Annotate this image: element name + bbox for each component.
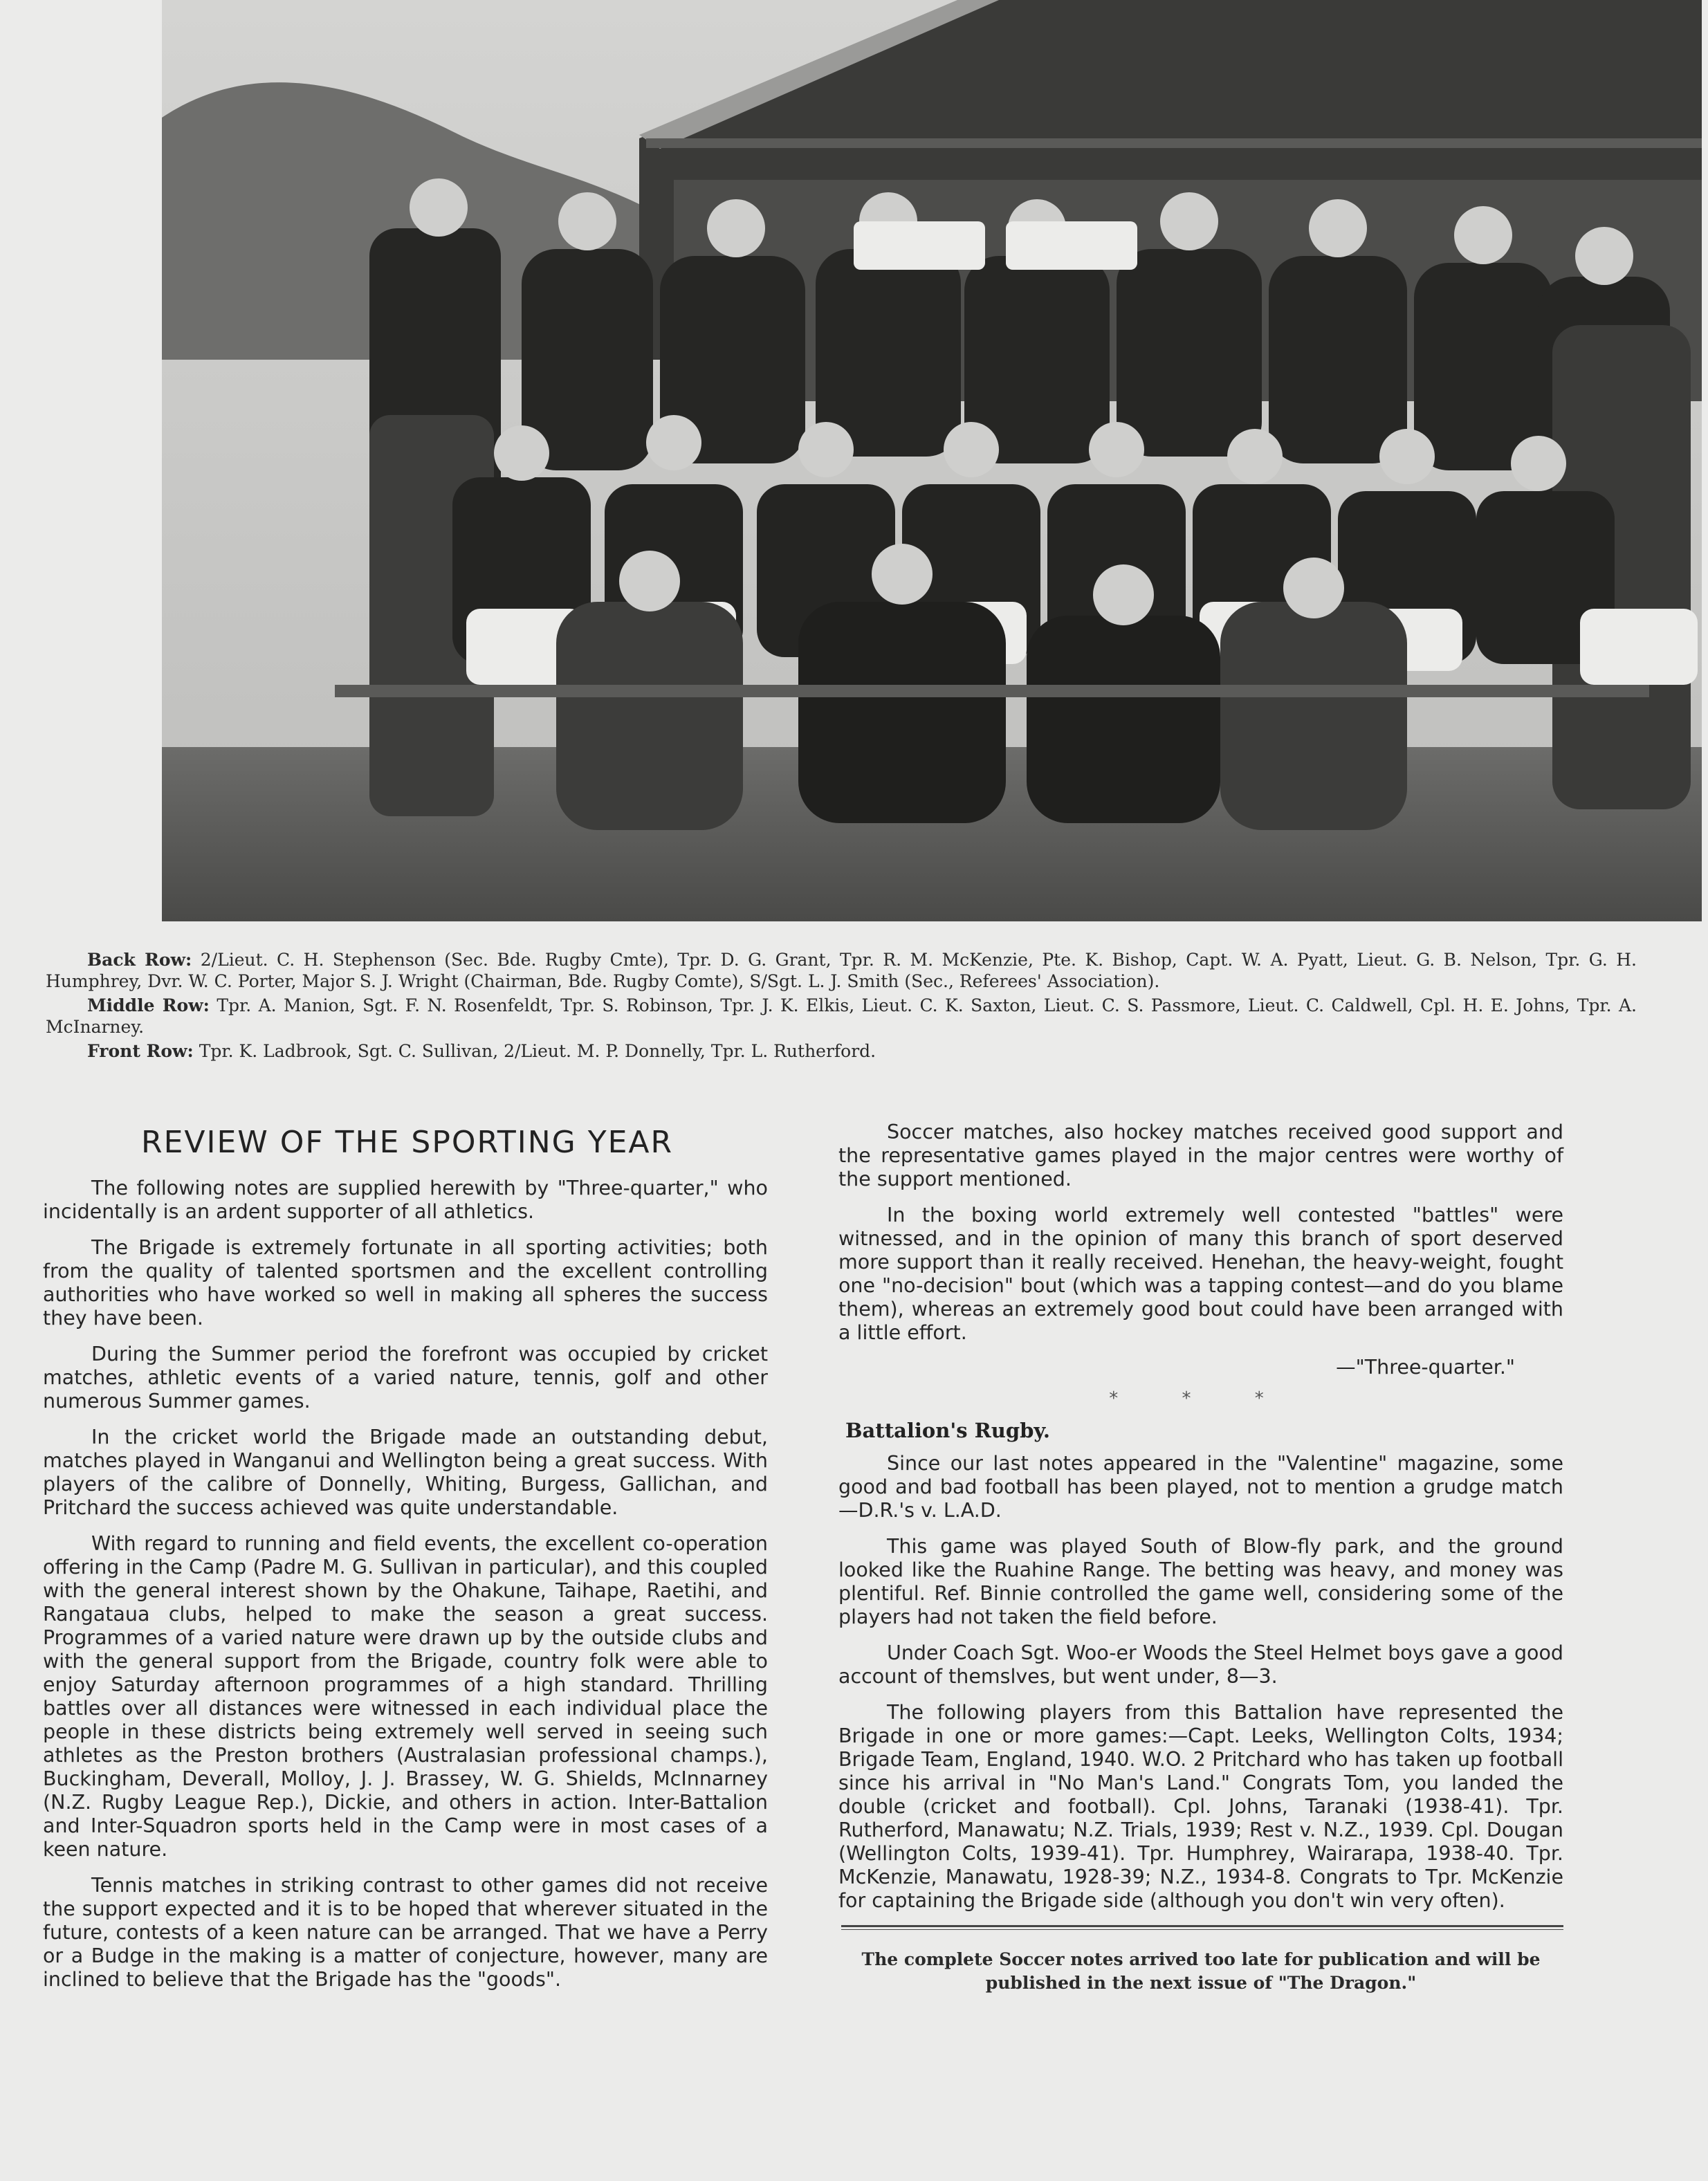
caption-back-row xyxy=(46,949,1637,992)
article-signature: —"Three-quarter." xyxy=(1336,1356,1515,1379)
rugby-paragraph: Since our last notes appeared in the "Valentine" magazine, some good and bad football has been played, not to mention a grudge match—D.R.'s v. L.A.D. xyxy=(838,1452,1563,1522)
caption-text: Tpr. A. Manion, Sgt. F. N. Rosenfeldt, Tpr. S. Robinson, Tpr. J. K. Elkis, Lieut. C. K. Saxton, Lieut. C. S. Passmore, Lieut. C. Caldwell, Cpl. H. E. Johns, Tpr. A. McInarney. xyxy=(46,995,1637,1037)
article-paragraph: The following notes are supplied herewith by "Three-quarter," who incidentally is an ardent supporter of all athletics. xyxy=(43,1177,768,1223)
rugby-paragraph: The following players from this Battalion have represented the Brigade in one or more games:—Capt. Leeks, Wellington Colts, 1934; Brigade Team, England, 1940. W.O. 2 Pritchard who has taken up football since his arrival in "No Man's Land." Congrats Tom, you landed the double (cricket and football). Cpl. Johns, Taranaki (1938-41). Tpr. Rutherford, Manawatu; N.Z. Trials, 1939; Rest v. N.Z., 1939. Cpl. Dougan (Wellington Colts, 1939-41). Tpr. Humphrey, Wairarapa, 1938-40. Tpr. McKenzie, Manawatu, 1928-39; N.Z., 1934-8. Congrats to Tpr. McKenzie for captaining the Brigade side (although you don't win very often). xyxy=(838,1701,1563,1912)
caption-text: Tpr. K. Ladbrook, Sgt. C. Sullivan, 2/Lieut. M. P. Donnelly, Tpr. L. Rutherford. xyxy=(199,1041,876,1061)
team-photo xyxy=(162,0,1702,921)
rugby-paragraph: Under Coach Sgt. Woo-er Woods the Steel Helmet boys gave a good account of themslves, but went under, 8—3. xyxy=(838,1641,1563,1688)
right-column xyxy=(838,1121,1563,1995)
caption-label: Front Row: xyxy=(87,1041,194,1061)
caption-label: Middle Row: xyxy=(87,995,210,1015)
section-divider: * * * xyxy=(1109,1388,1293,1409)
left-column xyxy=(43,1121,768,2004)
article-paragraph: In the cricket world the Brigade made an outstanding debut, matches played in Wanganui and Wellington being a great success. With players of the calibre of Donnelly, Whiting, Burgess, Gallichan, and Pritchard the success achieved was quite understandable. xyxy=(43,1426,768,1519)
article-paragraph: The Brigade is extremely fortunate in all sporting activities; both from the quality of talented sportsmen and the excellent controlling authorities who have worked so well in making all spheres the success they have been. xyxy=(43,1236,768,1329)
article-paragraph: With regard to running and field events, the excellent co-operation offering in the Camp (Padre M. G. Sullivan in particular), and this coupled with the general interest shown by the Ohakune, Taihape, Raetihi, and Rangataua clubs, helped to make the season a great success. Programmes of a varied nature were drawn up by the outside clubs and with the general support from the Brigade, country folk were able to enjoy Saturday afternoon programmes of a high standard. Thrilling battles over all distances were witnessed in each individual place the people in these districts being extremely well served in seeing such athletes as the Preston brothers (Australasian professional champs.), Buckingham, Deverall, Molloy, J. J. Brassey, W. G. Shields, McInnarney (N.Z. Rugby League Rep.), Dickie, and others in action. Inter-Battalion and Inter-Squadron sports held in the Camp were in most cases of a keen nature. xyxy=(43,1532,768,1861)
article-title: REVIEW OF THE SPORTING YEAR xyxy=(141,1125,674,1160)
caption-label: Back Row: xyxy=(87,950,192,970)
team-photo-icon xyxy=(162,0,1702,921)
double-rule xyxy=(841,1925,1563,1930)
rugby-heading: Battalion's Rugby. xyxy=(845,1419,1051,1442)
article-paragraph: In the boxing world extremely well contested "battles" were witnessed, and in the opinion of many this branch of sport deserved more support than it really received. Henehan, the heavy-weight, fought one "no-decision" bout (which was a tapping contest—and do you blame them), whereas an extremely good bout could have been arranged with a little effort. xyxy=(838,1204,1563,1344)
caption-text: 2/Lieut. C. H. Stephenson (Sec. Bde. Rugby Cmte), Tpr. D. G. Grant, Tpr. R. M. McKenzie, Pte. K. Bishop, Capt. W. A. Pyatt, Lieut. G. B. Nelson, Tpr. G. H. Humphrey, Dvr. W. C. Porter, Major S. J. Wright (Chairman, Bde. Rugby Comte), S/Sgt. L. J. Smith (Sec., Referees' Association). xyxy=(46,950,1637,991)
rugby-paragraph: This game was played South of Blow-fly park, and the ground looked like the Ruahine Range. The betting was heavy, and money was plentiful. Ref. Binnie controlled the game well, considering some of the players had not taken the field before. xyxy=(838,1535,1563,1628)
caption-middle-row xyxy=(46,995,1637,1038)
photo-captions xyxy=(46,949,1637,1065)
article-paragraph: During the Summer period the forefront was occupied by cricket matches, athletic events of a varied nature, tennis, golf and other numerous Summer games. xyxy=(43,1343,768,1412)
article-paragraph: Tennis matches in striking contrast to other games did not receive the support expected and it is to be hoped that wherever situated in the future, contests of a keen nature can be arranged. That we have a Perry or a Budge in the making is a matter of conjecture, however, many are inclined to believe that the Brigade has the "goods". xyxy=(43,1874,768,1991)
caption-front-row xyxy=(46,1040,1637,1062)
footer-note: The complete Soccer notes arrived too late for publication and will be published in the next issue of "The Dragon." xyxy=(861,1949,1541,1993)
article-paragraph: Soccer matches, also hockey matches received good support and the representative games played in the major centres were worthy of the support mentioned. xyxy=(838,1121,1563,1190)
